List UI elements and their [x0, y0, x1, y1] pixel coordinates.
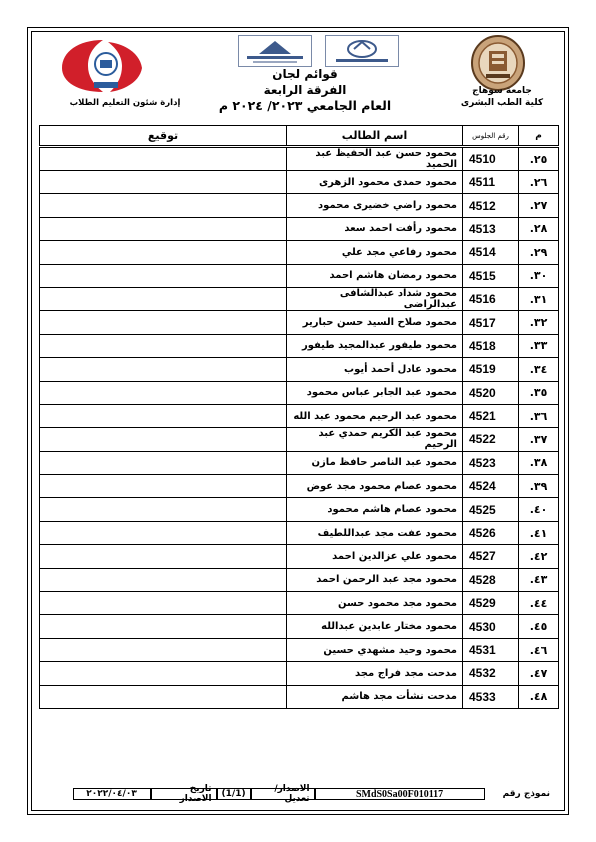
university-name-block [442, 85, 562, 109]
student-name: محمود عصام محمود مجد عوض [287, 475, 463, 498]
row-number: ٣٧. [519, 428, 559, 451]
table-row [40, 381, 559, 404]
signature-cell[interactable] [40, 241, 287, 264]
student-name: محمود عبد الرحيم محمود عبد الله [287, 404, 463, 427]
student-name: محمود وحيد مشهدي حسين [287, 638, 463, 661]
seat-number: 4523 [463, 451, 519, 474]
table-row [40, 638, 559, 661]
seat-number: 4520 [463, 381, 519, 404]
signature-cell[interactable] [40, 287, 287, 310]
table-row [40, 147, 559, 171]
table-row [40, 311, 559, 334]
seat-number: 4515 [463, 264, 519, 287]
student-name: محمود راضي خضيرى محمود [287, 194, 463, 217]
signature-cell[interactable] [40, 545, 287, 568]
table-row [40, 241, 559, 264]
table-row [40, 428, 559, 451]
row-number: ٢٦. [519, 171, 559, 194]
signature-cell[interactable] [40, 662, 287, 685]
seat-number: 4517 [463, 311, 519, 334]
academic-year: العام الجامعي ٢٠٢٣/ ٢٠٢٤ م [218, 98, 392, 113]
faculty-logo-icon [48, 34, 158, 96]
row-number: ٤١. [519, 521, 559, 544]
row-number: ٤٨. [519, 685, 559, 708]
signature-cell[interactable] [40, 358, 287, 381]
student-name: محمود عبد الناصر حافظ مازن [287, 451, 463, 474]
header-signature: توقيع [40, 126, 287, 147]
table-row [40, 194, 559, 217]
form-number-label: نموذج رقم [502, 789, 550, 799]
seat-number: 4521 [463, 404, 519, 427]
table-row [40, 592, 559, 615]
row-number: ٣٤. [519, 358, 559, 381]
student-name: محمود مختار عابدين عبدالله [287, 615, 463, 638]
issue-date-label: تاريخ الاصدار [151, 788, 217, 800]
seat-number: 4525 [463, 498, 519, 521]
seat-number: 4511 [463, 171, 519, 194]
row-number: ٣٩. [519, 475, 559, 498]
student-name: محمود عفت مجد عبداللطيف [287, 521, 463, 544]
header-student-name: اسم الطالب [287, 126, 463, 147]
seat-number: 4513 [463, 217, 519, 240]
row-number: ٣٨. [519, 451, 559, 474]
student-name: محمود شداد عبدالشافى عبدالراضى [287, 287, 463, 310]
row-number: ٤٦. [519, 638, 559, 661]
table-row [40, 615, 559, 638]
student-name: محمود عبد الكريم حمدي عبد الرحيم [287, 428, 463, 451]
seat-number: 4530 [463, 615, 519, 638]
seat-number: 4522 [463, 428, 519, 451]
student-name: محمود صلاح السيد حسن حبارير [287, 311, 463, 334]
signature-cell[interactable] [40, 381, 287, 404]
table-header-row [40, 126, 559, 147]
administration-name: إدارة شئون التعليم الطلاب [69, 98, 181, 108]
seat-number: 4532 [463, 662, 519, 685]
seat-number: 4518 [463, 334, 519, 357]
document-title: قوائم لجان [272, 67, 338, 81]
student-name: محمود حمدى محمود الزهرى [287, 171, 463, 194]
signature-cell[interactable] [40, 615, 287, 638]
signature-cell[interactable] [40, 147, 287, 171]
row-number: ٣٣. [519, 334, 559, 357]
signature-cell[interactable] [40, 568, 287, 591]
table-row [40, 685, 559, 708]
seat-number: 4531 [463, 638, 519, 661]
university-name: جامعة سوهاج [472, 86, 532, 96]
seat-number: 4524 [463, 475, 519, 498]
signature-cell[interactable] [40, 334, 287, 357]
student-name: محمود عبد الجابر عباس محمود [287, 381, 463, 404]
signature-cell[interactable] [40, 311, 287, 334]
student-name: محمود رأفت احمد سعد [287, 217, 463, 240]
signature-cell[interactable] [40, 217, 287, 240]
signature-cell[interactable] [40, 685, 287, 708]
signature-cell[interactable] [40, 592, 287, 615]
header-number: م [519, 126, 559, 147]
student-name: مدحت نشأت مجد هاشم [287, 685, 463, 708]
edition-value: (1/1) [217, 788, 251, 800]
table-row [40, 217, 559, 240]
row-number: ٣٦. [519, 404, 559, 427]
edition-label: الاصدار/تعديل [251, 788, 315, 800]
row-number: ٣١. [519, 287, 559, 310]
seat-number: 4527 [463, 545, 519, 568]
seat-number: 4510 [463, 147, 519, 171]
student-name: مدحت مجد فراج مجد [287, 662, 463, 685]
seat-number: 4528 [463, 568, 519, 591]
table-row [40, 358, 559, 381]
table-row [40, 451, 559, 474]
table-row [40, 404, 559, 427]
grade-title: الفرقة الرابعة [263, 83, 347, 97]
row-number: ٤٧. [519, 662, 559, 685]
seat-number: 4514 [463, 241, 519, 264]
faculty-name: كلية الطب البشرى [460, 98, 544, 108]
student-name: محمود علي عزالدين احمد [287, 545, 463, 568]
student-name: محمود مجد عبد الرحمن احمد [287, 568, 463, 591]
signature-cell[interactable] [40, 521, 287, 544]
form-footer [58, 784, 550, 804]
table-row [40, 287, 559, 310]
student-name: محمود رمضان هاشم احمد [287, 264, 463, 287]
row-number: ٢٧. [519, 194, 559, 217]
row-number: ٢٩. [519, 241, 559, 264]
sohag-university-seal-icon [470, 34, 526, 92]
accreditation-logo-icon [238, 35, 312, 67]
table-row [40, 568, 559, 591]
student-name: محمود حسن عبد الحفيظ عبد الحميد [287, 147, 463, 171]
quality-assurance-logo-icon [325, 35, 399, 67]
student-name: محمود عصام هاشم محمود [287, 498, 463, 521]
table-row [40, 264, 559, 287]
seat-number: 4533 [463, 685, 519, 708]
row-number: ٤٤. [519, 592, 559, 615]
seat-number: 4529 [463, 592, 519, 615]
student-name: محمود عادل أحمد أيوب [287, 358, 463, 381]
row-number: ٤٣. [519, 568, 559, 591]
student-name: محمود مجد محمود حسن [287, 592, 463, 615]
signature-cell[interactable] [40, 451, 287, 474]
table-row [40, 475, 559, 498]
committee-list-table [39, 125, 559, 709]
row-number: ٢٥. [519, 147, 559, 171]
seat-number: 4512 [463, 194, 519, 217]
row-number: ٣٢. [519, 311, 559, 334]
header-seat-number: رقم الجلوس [463, 126, 519, 147]
signature-cell[interactable] [40, 428, 287, 451]
table-row [40, 521, 559, 544]
row-number: ٣٠. [519, 264, 559, 287]
row-number: ٣٥. [519, 381, 559, 404]
signature-cell[interactable] [40, 404, 287, 427]
signature-cell[interactable] [40, 264, 287, 287]
table-row [40, 662, 559, 685]
seat-number: 4526 [463, 521, 519, 544]
row-number: ٤٠. [519, 498, 559, 521]
form-code: SMdS0Sa00F010117 [315, 788, 485, 800]
signature-cell[interactable] [40, 498, 287, 521]
issue-date: ٢٠٢٢/٠٤/٠٣ [73, 788, 151, 800]
signature-cell[interactable] [40, 194, 287, 217]
table-row [40, 171, 559, 194]
row-number: ٤٢. [519, 545, 559, 568]
row-number: ٤٥. [519, 615, 559, 638]
signature-cell[interactable] [40, 171, 287, 194]
student-name: محمود طيفور عبدالمجيد طيفور [287, 334, 463, 357]
seat-number: 4519 [463, 358, 519, 381]
table-row [40, 545, 559, 568]
document-title-block [210, 66, 400, 114]
student-name: محمود رفاعي مجد علي [287, 241, 463, 264]
table-row [40, 498, 559, 521]
table-row [40, 334, 559, 357]
seat-number: 4516 [463, 287, 519, 310]
row-number: ٢٨. [519, 217, 559, 240]
signature-cell[interactable] [40, 475, 287, 498]
signature-cell[interactable] [40, 638, 287, 661]
